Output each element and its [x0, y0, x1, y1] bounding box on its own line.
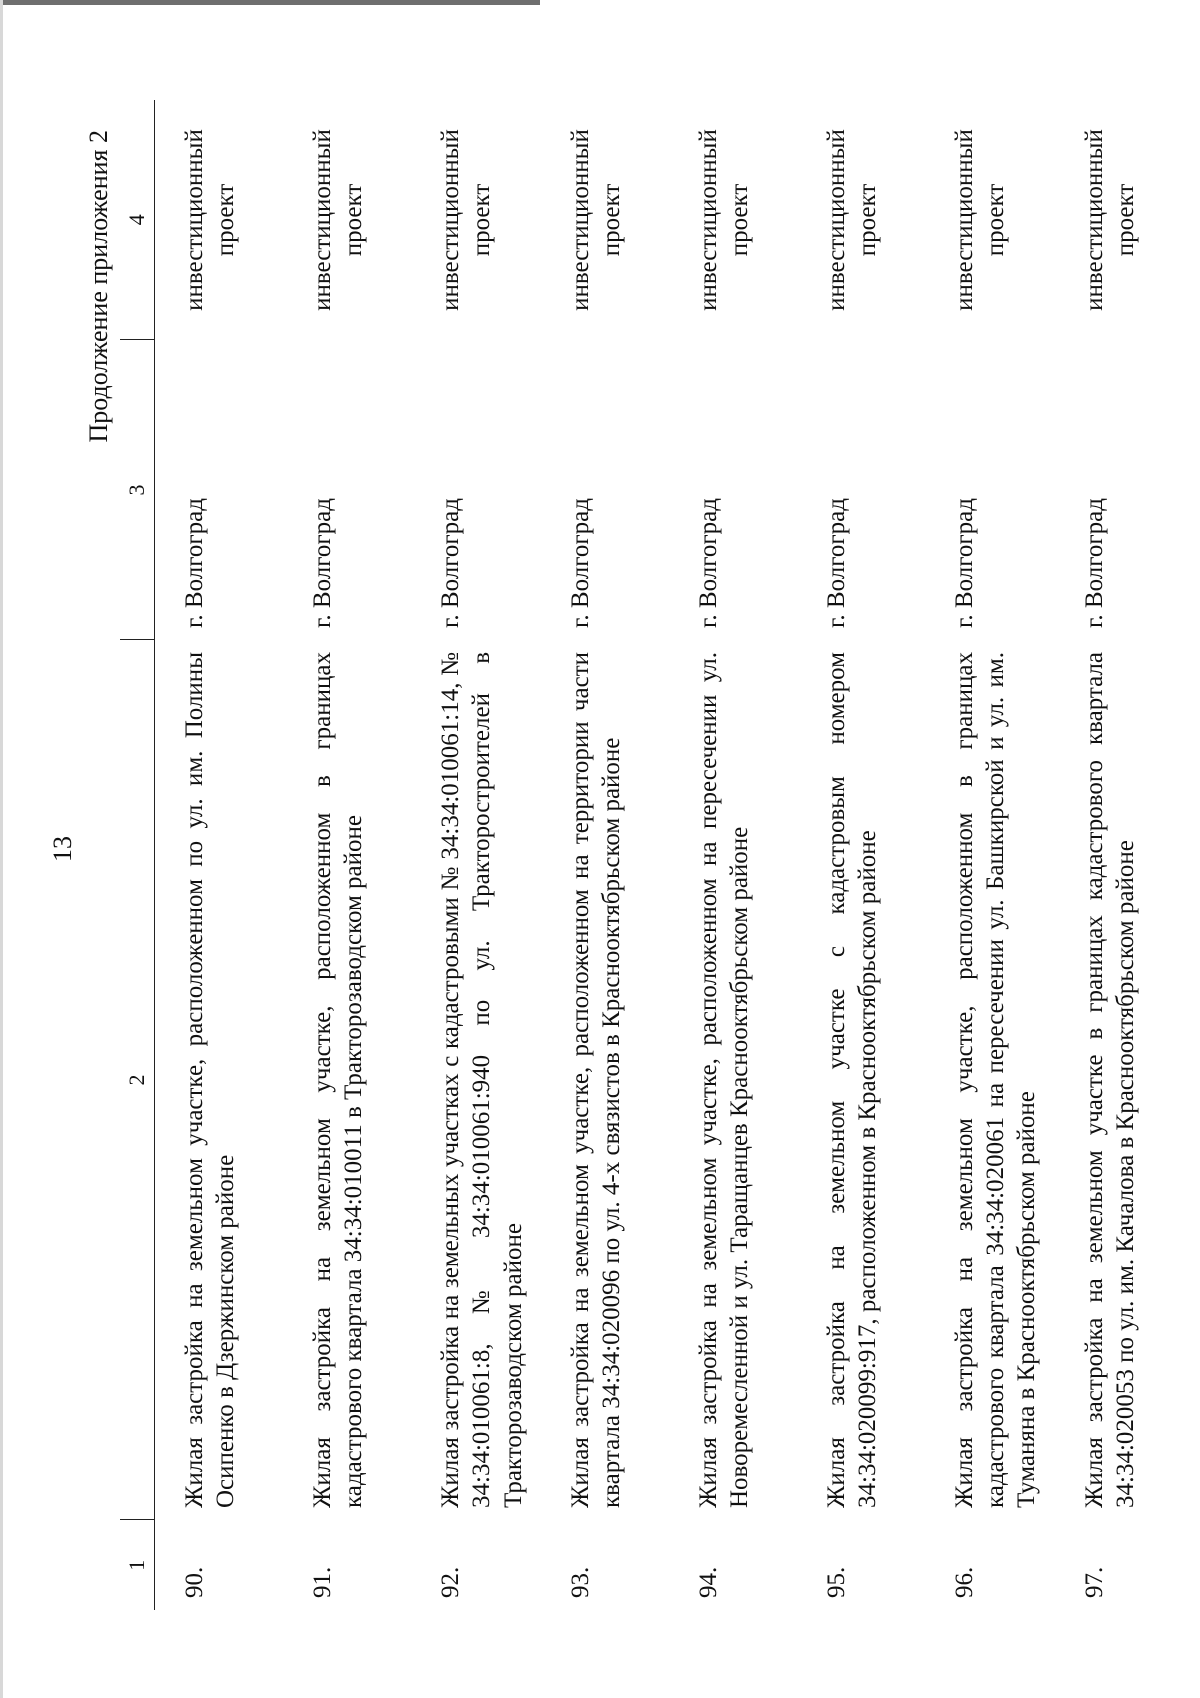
row-number: 93.	[566, 1566, 594, 1598]
table-row	[541, 100, 669, 1610]
table-row	[155, 100, 284, 1610]
row-project-type: инвестиционный проект	[1080, 129, 1139, 311]
column-number-1: 1	[120, 1520, 155, 1610]
row-number: 97.	[1080, 1566, 1108, 1598]
column-number-4: 4	[120, 100, 155, 340]
row-location: г. Волгоград	[181, 498, 208, 628]
table-row	[283, 100, 411, 1610]
row-location: г. Волгоград	[822, 498, 850, 628]
row-project-type: инвестиционный проект	[309, 129, 368, 311]
row-description: Жилая застройка на земельном участке с кадастровым номером 34:34:020099:917, расположенном в Краснооктябрьском районе	[822, 652, 881, 1508]
row-location: г. Волгоград	[1080, 498, 1108, 628]
row-location: г. Волгоград	[309, 498, 336, 628]
row-project-type: инвестиционный проект	[822, 129, 881, 311]
row-number: 91.	[309, 1566, 336, 1598]
projects-table	[120, 100, 1183, 1610]
row-project-type: инвестиционный проект	[950, 129, 1009, 311]
table-row	[925, 100, 1055, 1610]
row-project-type: инвестиционный проект	[437, 129, 496, 311]
row-description: Жилая застройка на земельных участках с кадастровыми № 34:34:010061:14, № 34:34:010061:8, № 34:34:010061:940 по ул. Тракторостроителей в Тракторозаводском районе	[437, 652, 527, 1508]
table-row	[1055, 100, 1183, 1610]
row-description: Жилая застройка на земельном участке, расположенном по ул. им. Полины Осипенко в Дзержинском районе	[181, 652, 240, 1508]
row-project-type: инвестиционный проект	[566, 129, 625, 311]
row-location: г. Волгоград	[950, 498, 978, 628]
page-number: 13	[48, 836, 77, 862]
row-number: 90.	[181, 1566, 208, 1598]
table-row	[411, 100, 541, 1610]
row-number: 95.	[822, 1566, 850, 1598]
table-row	[797, 100, 925, 1610]
row-description: Жилая застройка на земельном участке, расположенном на пересечении ул. Новоремесленной и ул. Таращанцев Краснооктябрьском районе	[694, 652, 753, 1508]
row-location: г. Волгоград	[437, 498, 464, 628]
row-number: 92.	[437, 1566, 464, 1598]
column-number-2: 2	[120, 640, 155, 1520]
row-number: 96.	[950, 1566, 978, 1598]
row-description: Жилая застройка на земельном участке, расположенном в границах кадастрового квартала 34:34:010011 в Тракторозаводском районе	[309, 652, 368, 1508]
row-location: г. Волгоград	[694, 498, 722, 628]
column-number-row	[120, 100, 155, 1610]
row-description: Жилая застройка на земельном участке в границах кадастрового квартала 34:34:020053 по ул. им. Качалова в Краснооктябрьском районе	[1080, 652, 1139, 1508]
row-number: 94.	[694, 1566, 722, 1598]
table-row	[669, 100, 797, 1610]
row-description: Жилая застройка на земельном участке, расположенном в границах кадастрового квартала 34:34:020061 на пересечении ул. Башкирской и ул. им. Туманяна в Краснооктябрьском районе	[950, 652, 1041, 1508]
column-number-3: 3	[120, 340, 155, 640]
row-project-type: инвестиционный проект	[694, 129, 753, 311]
row-description: Жилая застройка на земельном участке, расположенном на территории части квартала 34:34:020096 по ул. 4-х связистов в Краснооктябрьском районе	[566, 652, 625, 1508]
row-location: г. Волгоград	[566, 498, 594, 628]
row-project-type: инвестиционный проект	[181, 129, 240, 311]
continuation-label: Продолжение приложения 2	[84, 130, 113, 443]
